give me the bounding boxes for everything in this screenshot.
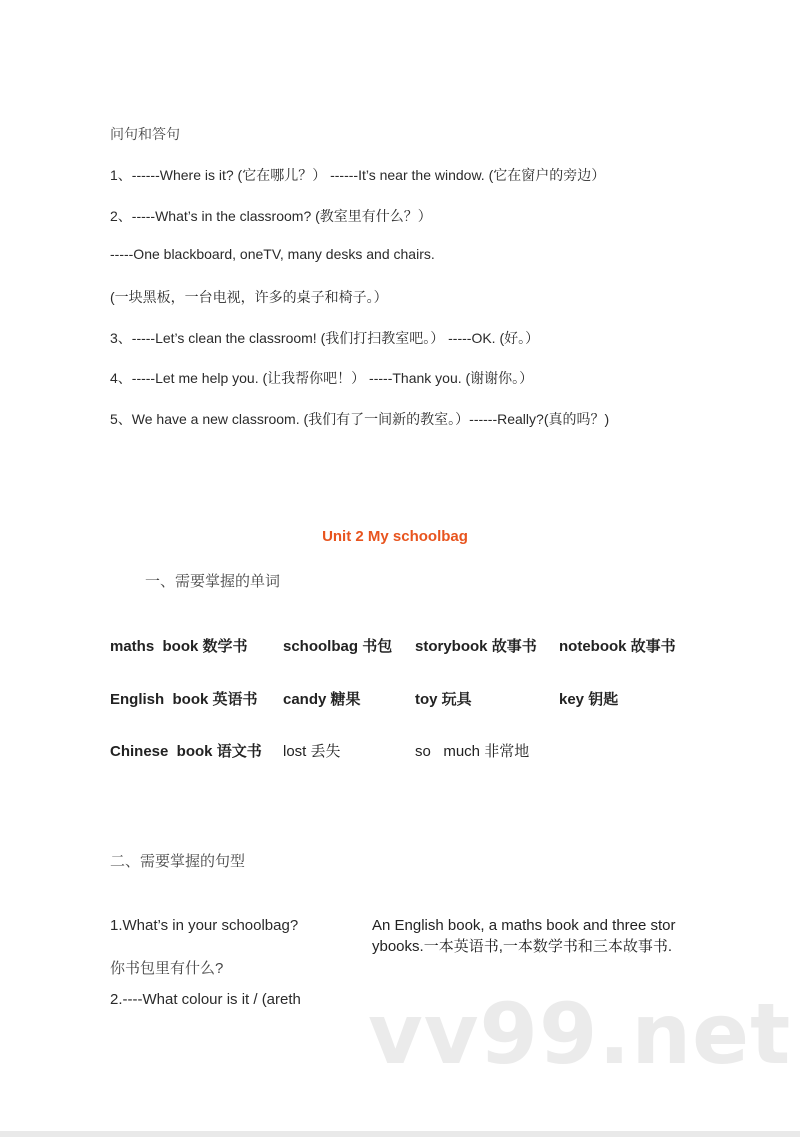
vocab-meaning: 英语书 xyxy=(212,691,258,708)
qa-heading: 问句和答句 xyxy=(110,126,180,142)
vocab-word: lost xyxy=(283,743,307,760)
vocab-meaning: 语文书 xyxy=(216,743,262,760)
vocab-meaning: 糖果 xyxy=(330,691,361,708)
qa-line: 5、We have a new classroom. (我们有了一间新的教室。）------Really?(真的吗？) xyxy=(110,411,610,427)
watermark: vv99.net xyxy=(368,985,792,1083)
vocab-item xyxy=(415,636,545,657)
vocab-word: maths book xyxy=(110,638,199,655)
vocab-meaning: 数学书 xyxy=(202,638,248,655)
sentence-question-1: 1.What’s in your schoolbag? xyxy=(110,917,299,934)
vocab-item xyxy=(415,741,545,762)
page-bottom-edge xyxy=(0,1131,800,1137)
vocab-meaning: 丢失 xyxy=(310,743,341,760)
vocab-word: key xyxy=(559,691,585,708)
vocab-word: Chinese book xyxy=(110,743,213,760)
vocab-meaning: 故事书 xyxy=(630,638,676,655)
vocab-word: storybook xyxy=(415,638,488,655)
qa-line: 2、-----What’s in the classroom? (教室里有什么？） xyxy=(110,208,432,224)
vocab-item xyxy=(110,636,262,657)
vocab-item xyxy=(559,636,679,657)
vocab-item xyxy=(283,636,405,657)
vocab-meaning: 钥匙 xyxy=(588,691,619,708)
vocab-meaning: 玩具 xyxy=(441,691,472,708)
vocab-word: candy xyxy=(283,691,327,708)
unit-title: Unit 2 My schoolbag xyxy=(322,528,468,545)
sentence-question-1-cn: 你书包里有什么? xyxy=(110,960,224,977)
qa-line: 1、------Where is it? (它在哪儿？） ------It’s near the window. (它在窗户的旁边） xyxy=(110,167,606,183)
vocab-word: schoolbag xyxy=(283,638,359,655)
qa-line: 3、-----Let’s clean the classroom! (我们打扫教室吧。） -----OK. (好。） xyxy=(110,330,540,346)
vocab-word: toy xyxy=(415,691,438,708)
vocab-item xyxy=(559,689,679,710)
vocab-item xyxy=(110,689,262,710)
sentence-answer-1: An English book, a maths book and three storybooks.一本英语书,一本数学书和三本故事书. xyxy=(372,917,676,955)
vocab-item xyxy=(283,741,405,762)
qa-line: 4、-----Let me help you. (让我帮你吧！） -----Thank you. (谢谢你。） xyxy=(110,370,534,386)
sentence-question-2: 2.----What colour is it / (areth xyxy=(110,991,301,1008)
section2-heading: 二、需要掌握的句型 xyxy=(110,853,246,870)
vocab-word: so much xyxy=(415,743,481,760)
vocab-word: English book xyxy=(110,691,209,708)
qa-line: (一块黑板，一台电视，许多的桌子和椅子。） xyxy=(110,289,388,305)
vocab-item xyxy=(415,689,545,710)
qa-line: -----One blackboard, oneTV, many desks and chairs. xyxy=(110,246,435,262)
vocab-meaning: 故事书 xyxy=(491,638,537,655)
vocab-item xyxy=(283,689,405,710)
vocab-item xyxy=(110,741,262,762)
vocab-meaning: 非常地 xyxy=(484,743,530,760)
vocab-word: notebook xyxy=(559,638,627,655)
section1-heading: 一、需要掌握的单词 xyxy=(145,573,281,590)
vocab-meaning: 书包 xyxy=(362,638,393,655)
